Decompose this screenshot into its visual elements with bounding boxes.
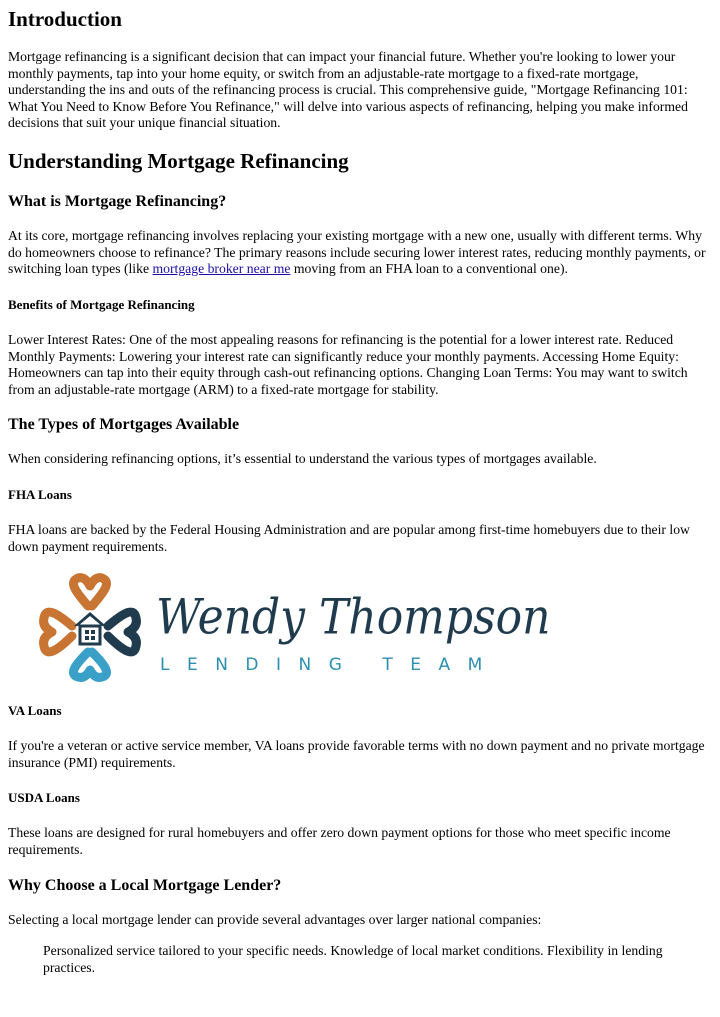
house-body: [80, 626, 100, 644]
what-is-heading: What is Mortgage Refinancing?: [8, 193, 227, 210]
logo-petal-top: [73, 578, 106, 606]
types-paragraph: When considering refinancing options, it’s essential to understand the various types of mortgages available.: [8, 451, 597, 466]
house-window-3: [85, 636, 89, 640]
house-window-4: [91, 636, 95, 640]
types-heading: The Types of Mortgages Available: [8, 416, 240, 433]
benefits-heading: Benefits of Mortgage Refinancing: [8, 297, 195, 312]
logo-name: Wendy Thompson: [156, 588, 551, 645]
local-lender-paragraph: Selecting a local mortgage lender can provide several advantages over larger national companies:: [8, 912, 542, 927]
intro-heading: Introduction: [8, 7, 122, 31]
logo-tagline: LENDING TEAM: [160, 655, 500, 675]
mortgage-broker-link[interactable]: mortgage broker near me: [152, 261, 291, 276]
local-lender-heading: Why Choose a Local Mortgage Lender?: [8, 877, 282, 894]
fha-heading: FHA Loans: [8, 487, 72, 502]
usda-paragraph: These loans are designed for rural homebuyers and offer zero down payment options for those who meet specific income requirements.: [8, 825, 671, 857]
heart-clover-icon: [44, 578, 137, 678]
understanding-heading: Understanding Mortgage Refinancing: [8, 149, 349, 173]
house-roof: [74, 612, 106, 626]
intro-paragraph: Mortgage refinancing is a significant decision that can impact your financial future. Whether you're looking to lower your monthly payments, tap into your home equity, or switch from an adjustable-rate mortgage to a fixed-rate mortgage, understanding the ins and outs of the refinancing process is crucial. This comprehensive guide, "Mortgage Refinancing 101: What You Need to Know Before You Refinance," will delve into various aspects of refinancing, helping you make informed decisions that suit your unique financial situation.: [8, 49, 688, 130]
advantages-list: [43, 943, 712, 976]
usda-heading: USDA Loans: [8, 790, 80, 805]
fha-paragraph: FHA loans are backed by the Federal Housing Administration and are popular among first-time homebuyers due to their low down payment requirements.: [8, 522, 690, 554]
what-is-text-after: moving from an FHA loan to a conventional one).: [290, 261, 568, 276]
house-window-1: [85, 630, 89, 634]
wendy-thompson-logo: [38, 574, 551, 680]
logo-petal-left: [44, 612, 72, 652]
logo-petal-bottom: [73, 652, 106, 677]
va-heading: VA Loans: [8, 703, 62, 718]
va-paragraph: If you're a veteran or active service member, VA loans provide favorable terms with no down payment and no private mortgage insurance (PMI) requirements.: [8, 738, 705, 770]
what-is-text-before: At its core, mortgage refinancing involves replacing your existing mortgage with a new one, usually with different terms. Why do homeowners choose to refinance? The primary reasons include securing lower interest rates, reducing monthly payments, or switching loan types (like: [8, 228, 706, 276]
house-window-2: [91, 630, 95, 634]
house-icon: [74, 612, 106, 644]
logo-petal-right: [108, 612, 136, 652]
benefits-paragraph: Lower Interest Rates: One of the most appealing reasons for refinancing is the potential for a lower interest rate. Reduced Monthly Payments: Lowering your interest rate can significantly reduce your monthly payments. Accessing Home Equity: Homeowners can tap into their equity through cash-out refinancing options. Changing Loan Terms: You may want to switch from an adjustable-rate mortgage (ARM) to a fixed-rate mortgage for stability.: [8, 332, 688, 397]
list-item: Personalized service tailored to your specific needs. Knowledge of local market conditions. Flexibility in lending practices.: [43, 943, 663, 975]
what-is-paragraph: [8, 228, 714, 278]
